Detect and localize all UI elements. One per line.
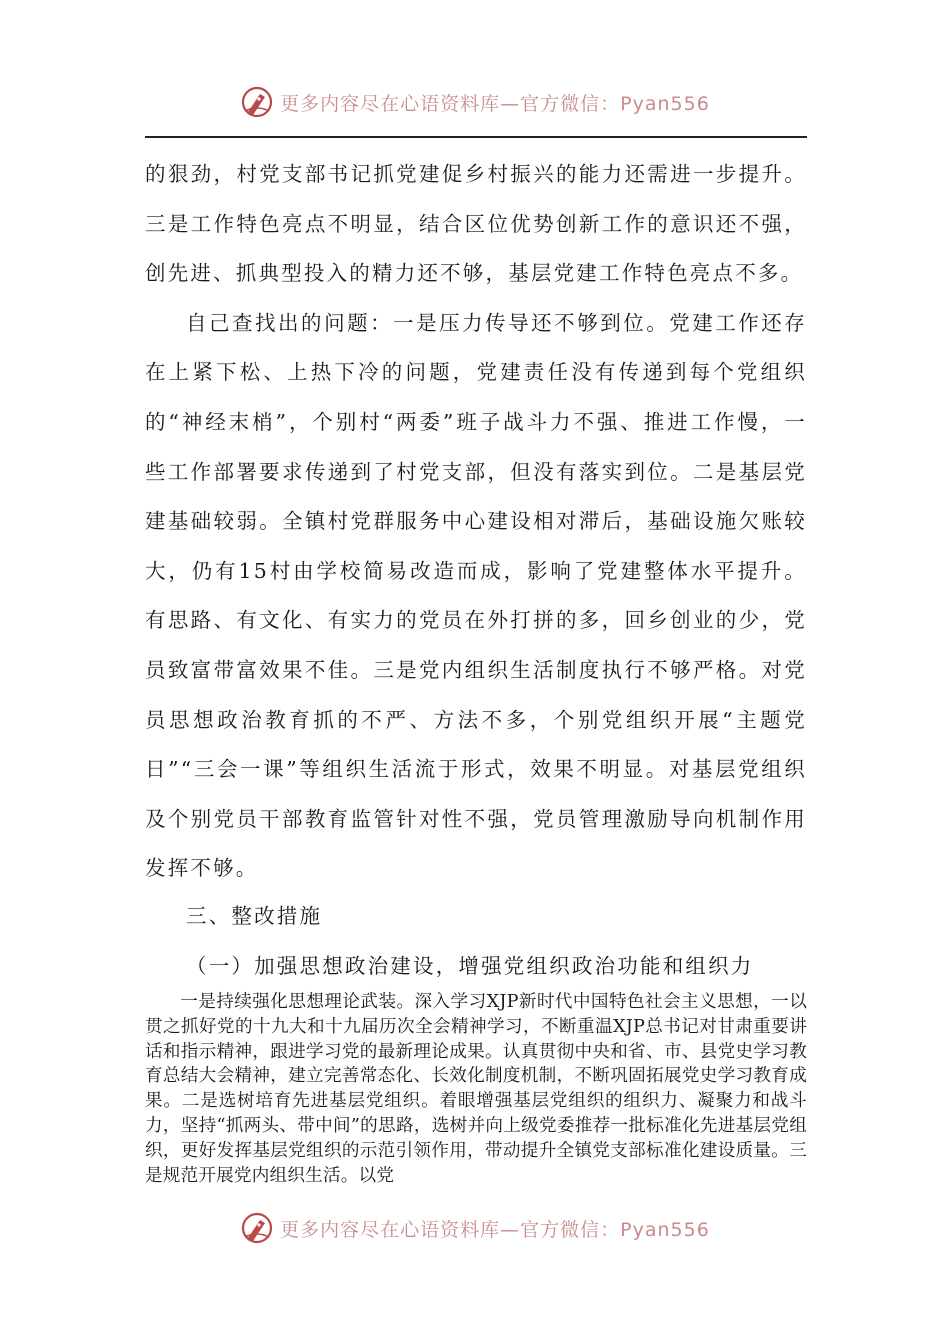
pen-nib-logo-icon: [240, 1211, 274, 1245]
header-banner: [0, 82, 950, 122]
header-text: 更多内容尽在心语资料库—官方微信：Pyan556: [280, 92, 710, 115]
pen-nib-logo-icon: [240, 85, 274, 119]
paragraph-self-identified-problems: 自己查找出的问题：一是压力传导还不够到位。党建工作还存在上紧下松、上热下冷的问题，党建责任没有传递到每个党组织的“神经末梢”，个别村“两委”班子战斗力不强、推进工作慢，一些工作部署要求传递到了村党支部，但没有落实到位。二是基层党建基础较弱。全镇村党群服务中心建设相对滞后，基础设施欠账较大，仍有15村由学校简易改造而成，影响了党建整体水平提升。有思路、有文化、有实力的党员在外打拼的多，回乡创业的少，党员致富带富效果不佳。三是党内组织生活制度执行不够严格。对党员思想政治教育抓的不严、方法不多，个别党组织开展“主题党日”“三会一课”等组织生活流于形式，效果不明显。对基层党组织及个别党员干部教育监管针对性不强，党员管理激励导向机制作用发挥不够。: [145, 310, 807, 881]
section-heading-rectification: 三、整改措施: [186, 904, 323, 928]
footer-banner: [0, 1208, 950, 1248]
paragraph-measures: 一是持续强化思想理论武装。深入学习XJP新时代中国特色社会主义思想，一以贯之抓好党的十九大和十九届历次全会精神学习，不断重温XJP总书记对甘肃重要讲话和指示精神，跟进学习党的最新理论成果。认真贯彻中央和省、市、县党史学习教育总结大会精神，建立完善常态化、长效化制度机制，不断巩固拓展党史学习教育成果。二是选树培育先进基层党组织。着眼增强基层党组织的组织力、凝聚力和战斗力，坚持“抓两头、带中间”的思路，选树并向上级党委推荐一批标准化先进基层党组织，更好发挥基层党组织的示范引领作用，带动提升全镇党支部标准化建设质量。三是规范开展党内组织生活。以党: [145, 992, 807, 1186]
text-block-measures: [145, 990, 807, 1188]
paragraph-continuation: 的狠劲，村党支部书记抓党建促乡村振兴的能力还需进一步提升。三是工作特色亮点不明显，结合区位优势创新工作的意识还不强，创先进、抓典型投入的精力还不够，基层党建工作特色亮点不多。: [145, 162, 807, 286]
footer-text: 更多内容尽在心语资料库—官方微信：Pyan556: [280, 1218, 710, 1241]
header-divider: [145, 136, 807, 138]
subsection-heading-political-building: （一）加强思想政治建设，增强党组织政治功能和组织力: [186, 954, 754, 978]
text-block-upper: [145, 150, 807, 894]
